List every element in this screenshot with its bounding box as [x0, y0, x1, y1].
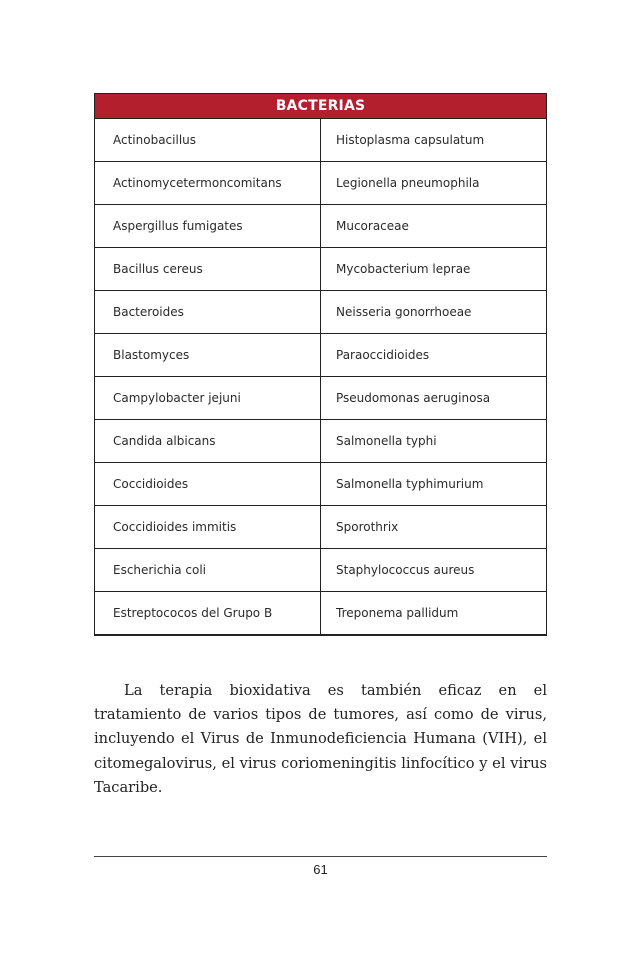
table-cell: Sporothrix — [321, 506, 547, 549]
table-cell: Pseudomonas aeruginosa — [321, 377, 547, 420]
table-row — [95, 463, 547, 506]
table-cell: Paraoccidioides — [321, 334, 547, 377]
table-row — [95, 420, 547, 463]
footer-divider — [94, 856, 547, 857]
table-cell: Bacillus cereus — [95, 248, 321, 291]
table-row — [95, 592, 547, 636]
table-header: BACTERIAS — [95, 94, 547, 119]
table-cell: Mucoraceae — [321, 205, 547, 248]
table-header-row — [95, 94, 547, 119]
table-row — [95, 377, 547, 420]
table-cell: Campylobacter jejuni — [95, 377, 321, 420]
table-cell: Coccidioides immitis — [95, 506, 321, 549]
table-cell: Mycobacterium leprae — [321, 248, 547, 291]
table-cell: Escherichia coli — [95, 549, 321, 592]
table-cell: Legionella pneumophila — [321, 162, 547, 205]
table-cell: Staphylococcus aureus — [321, 549, 547, 592]
bacteria-table-body — [95, 119, 547, 636]
page-number: 61 — [313, 862, 328, 877]
bacteria-table-head — [95, 94, 547, 119]
table-cell: Candida albicans — [95, 420, 321, 463]
table-cell: Salmonella typhimurium — [321, 463, 547, 506]
table-cell: Estreptococos del Grupo B — [95, 592, 321, 636]
table-cell: Coccidioides — [95, 463, 321, 506]
table-row — [95, 506, 547, 549]
table-cell: Histoplasma capsulatum — [321, 119, 547, 162]
table-row — [95, 248, 547, 291]
table-row — [95, 549, 547, 592]
table-cell: Actinobacillus — [95, 119, 321, 162]
table-cell: Salmonella typhi — [321, 420, 547, 463]
table-row — [95, 291, 547, 334]
table-row — [95, 205, 547, 248]
table-cell: Neisseria gonorrhoeae — [321, 291, 547, 334]
body-paragraph: La terapia bioxidativa es también eficaz en el tratamiento de varios tipos de tumores, así como de virus, incluyendo el Virus de Inmunodeficiencia Humana (VIH), el citomegalovirus, el virus coriomeningitis linfocítico y el virus Tacaribe. — [94, 682, 547, 796]
table-cell: Treponema pallidum — [321, 592, 547, 636]
table-row — [95, 162, 547, 205]
table-cell: Actinomycetermoncomitans — [95, 162, 321, 205]
bacteria-table — [94, 93, 547, 636]
table-cell: Blastomyces — [95, 334, 321, 377]
table-row — [95, 334, 547, 377]
table-cell: Bacteroides — [95, 291, 321, 334]
table-cell: Aspergillus fumigates — [95, 205, 321, 248]
table-row — [95, 119, 547, 162]
